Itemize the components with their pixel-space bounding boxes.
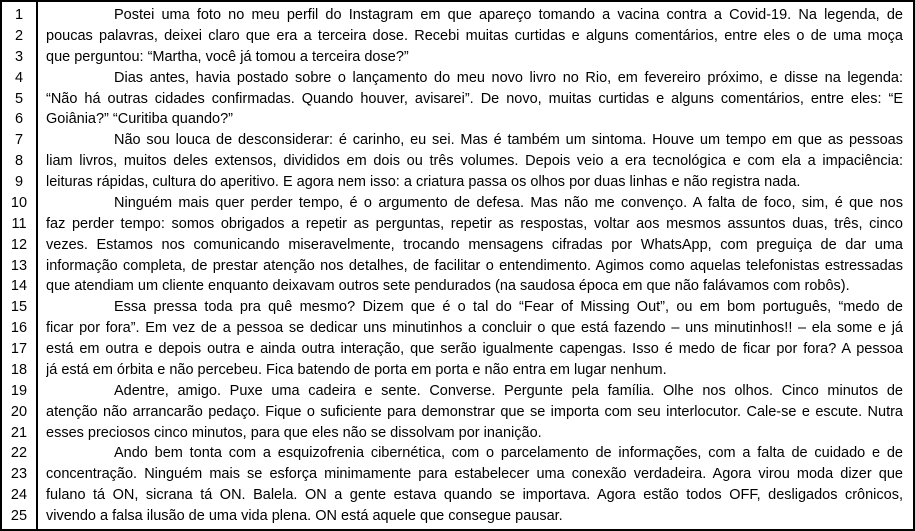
line-number: 10 [10, 194, 28, 211]
line-number: 22 [10, 445, 28, 462]
passage-line: concentração. Ninguém mais se esforça minimamente para estabelecer uma conexão verdadeira. Agora virou moda dizer que [46, 466, 903, 483]
passage-line: que perguntou: “Martha, você já tomou a terceira dose?” [46, 48, 409, 65]
line-number: 13 [10, 257, 28, 274]
passage-line: vivendo a falsa ilusão de uma vida plena. ON está aquele que consegue pausar. [46, 508, 563, 524]
line-number: 6 [14, 111, 24, 128]
line-number: 5 [14, 90, 24, 107]
line-number: 7 [14, 132, 24, 149]
passage-line: Goiânia?” “Curitiba quando?” [46, 111, 233, 128]
line-number: 2 [14, 27, 24, 44]
passage-line: está em outra e depois outra e ainda outra interação, que serão igualmente capengas. Isso é medo de ficar por fora? A pessoa [46, 341, 903, 357]
passage-line: já está em órbita e não percebeu. Fica batendo de porta em porta e não entra em lugar nenhum. [46, 361, 667, 378]
line-number: 19 [10, 382, 28, 399]
passage-line: ficar por fora”. Em vez de a pessoa se dedicar uns minutinhos a concluir o que está fazendo – uns minutinhos!! – ela some e já [46, 320, 903, 337]
passage-line: leituras rápidas, cultura do aperitivo. E agora nem isso: a criatura passa os olhos por duas linhas e não registra nada. [46, 174, 801, 190]
line-number: 24 [10, 487, 28, 504]
line-number: 15 [10, 299, 28, 316]
line-number: 14 [10, 278, 28, 295]
line-number: 8 [14, 153, 24, 170]
passage-line: Adentre, amigo. Puxe uma cadeira e sente. Converse. Pergunte pela família. Olhe nos olhos. Cinco minutos de [114, 382, 903, 399]
line-number: 18 [10, 361, 28, 378]
line-number: 1 [14, 7, 24, 23]
passage-line: Dias antes, havia postado sobre o lançamento do meu novo livro no Rio, em fevereiro próximo, e disse na legenda: [114, 69, 903, 86]
passage-text-column [38, 2, 913, 529]
line-number: 16 [10, 320, 28, 337]
line-number: 23 [10, 466, 28, 483]
passage-line: que atendiam um cliente enquanto deixavam outros sete pendurados (na saudosa época em que não falávamos com robôs). [46, 278, 850, 295]
line-number-column [2, 2, 38, 529]
passage-line: esses preciosos cinco minutos, para que eles não se dissolvam por inanição. [46, 424, 542, 441]
passage-line: fulano tá ON, sicrana tá ON. Balela. ON a gente estava quando se importava. Agora estão todos OFF, desligados crônicos, [46, 487, 903, 504]
passage-line: vezes. Estamos nos comunicando miseravelmente, trocando mensagens cifradas por WhatsApp, com preguiça de dar uma [46, 236, 903, 253]
line-number: 11 [11, 215, 27, 232]
line-number: 4 [14, 69, 24, 86]
passage-line: liam livros, muitos deles extensos, divididos em dois ou três volumes. Depois veio a era tecnológica e com ela a impaciência: [46, 153, 903, 170]
line-number: 12 [10, 236, 28, 253]
line-number: 25 [10, 508, 28, 524]
line-number: 20 [10, 403, 28, 420]
line-number: 21 [10, 424, 28, 441]
passage-line: Postei uma foto no meu perfil do Instagram em que apareço tomando a vacina contra a Covid-19. Na legenda, de [114, 7, 903, 23]
passage-line: Essa pressa toda pra quê mesmo? Dizem que é o tal do “Fear of Missing Out”, ou em bom português, “medo de [114, 299, 903, 316]
passage-line: faz perder tempo: somos obrigados a repetir as perguntas, repetir as respostas, voltar aos mesmos assuntos duas, três, cinco [46, 215, 903, 232]
passage-line: Não sou louca de desconsiderar: é carinho, eu sei. Mas é também um sintoma. Houve um tempo em que as pessoas [114, 132, 903, 149]
passage-line: “Não há outras cidades confirmadas. Quando houver, avisarei”. De novo, muitas curtidas e alguns comentários, entre eles: “E [46, 90, 903, 107]
line-number: 17 [10, 341, 28, 357]
passage-line: poucas palavras, deixei claro que era a terceira dose. Recebi muitas curtidas e alguns comentários, entre eles o de uma moça [46, 27, 903, 44]
passage-line: Ando bem tonta com a esquizofrenia cibernética, com o parcelamento de informações, com a falta de cuidado e de [114, 445, 903, 462]
passage-line: Ninguém mais quer perder tempo, é o argumento de defesa. Mas não me convenço. A falta de foco, sim, é que nos [114, 194, 903, 211]
line-number: 9 [14, 174, 24, 190]
passage-line: atenção não arrancarão pedaço. Fique o suficiente para demonstrar que se importa com seu interlocutor. Cale-se e escute. Nutra [46, 403, 903, 420]
line-number: 3 [14, 48, 24, 65]
passage-line: informação completa, de prestar atenção nos detalhes, de facilitar o entendimento. Agimos como aquelas telefonistas estressadas [46, 257, 903, 274]
